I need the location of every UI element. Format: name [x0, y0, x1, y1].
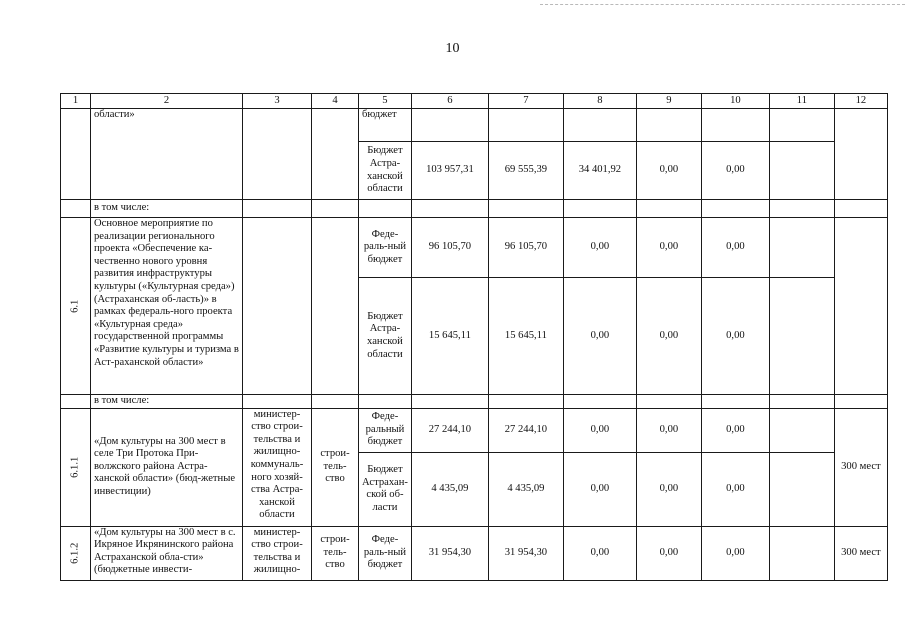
value-cell: [636, 109, 701, 142]
value-cell: [411, 200, 488, 218]
value-cell: 27 244,10: [488, 408, 563, 452]
code-cell: [61, 395, 91, 409]
value-cell: 4 435,09: [411, 452, 488, 526]
value-cell: 15 645,11: [488, 278, 563, 395]
value-cell: 0,00: [563, 408, 636, 452]
column-number-row: [61, 94, 888, 109]
value-cell: 96 105,70: [488, 218, 563, 278]
value-cell: 31 954,30: [488, 526, 563, 580]
col-header: 8: [563, 94, 636, 109]
name-cell: «Дом культуры на 300 мест в селе Три Протока При-волжского района Астра-ханской области» (бюд-жетные инвестиции): [91, 408, 243, 526]
value-cell: [636, 200, 701, 218]
table-row: [61, 218, 888, 278]
value-cell: 0,00: [563, 218, 636, 278]
value-cell: 0,00: [563, 526, 636, 580]
table-row: [61, 200, 888, 218]
value-cell: [701, 200, 769, 218]
value-cell: [488, 109, 563, 142]
table-row: [61, 395, 888, 409]
col-header: 2: [91, 94, 243, 109]
source-cell: Феде-раль-ный бюджет: [359, 526, 412, 580]
value-cell: [411, 109, 488, 142]
source-cell: Бюджет Астра-ханской области: [359, 142, 412, 200]
source-cell: бюджет: [359, 109, 412, 142]
page-number: 10: [445, 41, 460, 56]
result-cell: [834, 200, 887, 218]
value-cell: [769, 452, 834, 526]
value-cell: [769, 218, 834, 278]
col-header: 6: [411, 94, 488, 109]
table-row: [61, 408, 888, 452]
result-cell: [834, 218, 887, 395]
value-cell: 0,00: [701, 142, 769, 200]
executor-cell: министер-ство строи-тельства и жилищно-коммуналь-ного хозяй-ства Астра-ханской области: [243, 408, 312, 526]
value-cell: 0,00: [701, 278, 769, 395]
value-cell: [488, 395, 563, 409]
source-cell: Феде-раль-ный бюджет: [359, 218, 412, 278]
value-cell: 15 645,11: [411, 278, 488, 395]
value-cell: [563, 200, 636, 218]
code-cell: [61, 200, 91, 218]
code-cell: [61, 109, 91, 200]
code-cell: [61, 408, 91, 526]
col-header: 10: [701, 94, 769, 109]
subtotal-label: в том числе:: [91, 395, 243, 409]
budget-table: [60, 93, 888, 581]
table-row: [61, 109, 888, 142]
col-header: 12: [834, 94, 887, 109]
source-cell: [359, 200, 412, 218]
type-cell: [312, 109, 359, 200]
value-cell: 103 957,31: [411, 142, 488, 200]
value-cell: 0,00: [636, 278, 701, 395]
type-cell: [312, 200, 359, 218]
value-cell: [769, 200, 834, 218]
page-top-rule: [540, 4, 905, 5]
value-cell: 31 954,30: [411, 526, 488, 580]
value-cell: [769, 278, 834, 395]
value-cell: 0,00: [636, 408, 701, 452]
value-cell: [563, 109, 636, 142]
source-cell: [359, 395, 412, 409]
executor-cell: министер-ство строи-тельства и жилищно-: [243, 526, 312, 580]
col-header: 4: [312, 94, 359, 109]
value-cell: [769, 408, 834, 452]
value-cell: [701, 395, 769, 409]
value-cell: 0,00: [636, 218, 701, 278]
value-cell: [701, 109, 769, 142]
value-cell: 0,00: [701, 452, 769, 526]
type-cell: [312, 395, 359, 409]
value-cell: [411, 395, 488, 409]
value-cell: 96 105,70: [411, 218, 488, 278]
item-code: 6.1.1: [69, 456, 81, 478]
type-cell: [312, 218, 359, 395]
col-header: 7: [488, 94, 563, 109]
value-cell: 0,00: [701, 408, 769, 452]
code-cell: [61, 218, 91, 395]
executor-cell: [243, 395, 312, 409]
executor-cell: [243, 109, 312, 200]
executor-cell: [243, 200, 312, 218]
source-cell: Бюджет Астрахан-ской об-ласти: [359, 452, 412, 526]
value-cell: 0,00: [701, 526, 769, 580]
item-code: 6.1: [69, 299, 81, 313]
value-cell: 0,00: [563, 452, 636, 526]
executor-cell: [243, 218, 312, 395]
type-cell: строи-тель-ство: [312, 526, 359, 580]
result-cell: [834, 395, 887, 409]
value-cell: 0,00: [636, 526, 701, 580]
col-header: 5: [359, 94, 412, 109]
col-header: 1: [61, 94, 91, 109]
value-cell: 34 401,92: [563, 142, 636, 200]
value-cell: 0,00: [636, 452, 701, 526]
value-cell: 0,00: [701, 218, 769, 278]
value-cell: [769, 526, 834, 580]
col-header: 9: [636, 94, 701, 109]
col-header: 3: [243, 94, 312, 109]
value-cell: 0,00: [563, 278, 636, 395]
col-header: 11: [769, 94, 834, 109]
subtotal-label: в том числе:: [91, 200, 243, 218]
value-cell: 4 435,09: [488, 452, 563, 526]
code-cell: [61, 526, 91, 580]
value-cell: 0,00: [636, 142, 701, 200]
value-cell: [488, 200, 563, 218]
value-cell: [563, 395, 636, 409]
name-cell: «Дом культуры на 300 мест в с. Икряное Икрянинского района Астраханской обла-сти» (бюджетные инвести-: [91, 526, 243, 580]
item-code: 6.1.2: [69, 542, 81, 564]
value-cell: [636, 395, 701, 409]
value-cell: 69 555,39: [488, 142, 563, 200]
source-cell: Феде-ральный бюджет: [359, 408, 412, 452]
source-cell: Бюджет Астра-ханской области: [359, 278, 412, 395]
value-cell: [769, 395, 834, 409]
result-cell: 300 мест: [834, 408, 887, 526]
name-cell: Основное мероприятие по реализации регионального проекта «Обеспечение ка-чественно нового уровня развития инфраструктуры культуры («Культурная среда») (Астраханская об-ласть)» в рамках федераль-ного проекта «Культурная среда» государственной программы «Развитие культуры и туризма в Аст-раханской области»: [91, 218, 243, 395]
table-row: [61, 526, 888, 580]
name-cell: области»: [91, 109, 243, 200]
value-cell: 27 244,10: [411, 408, 488, 452]
type-cell: строи-тель-ство: [312, 408, 359, 526]
value-cell: [769, 109, 834, 142]
result-cell: 300 мест: [834, 526, 887, 580]
value-cell: [769, 142, 834, 200]
result-cell: [834, 109, 887, 200]
